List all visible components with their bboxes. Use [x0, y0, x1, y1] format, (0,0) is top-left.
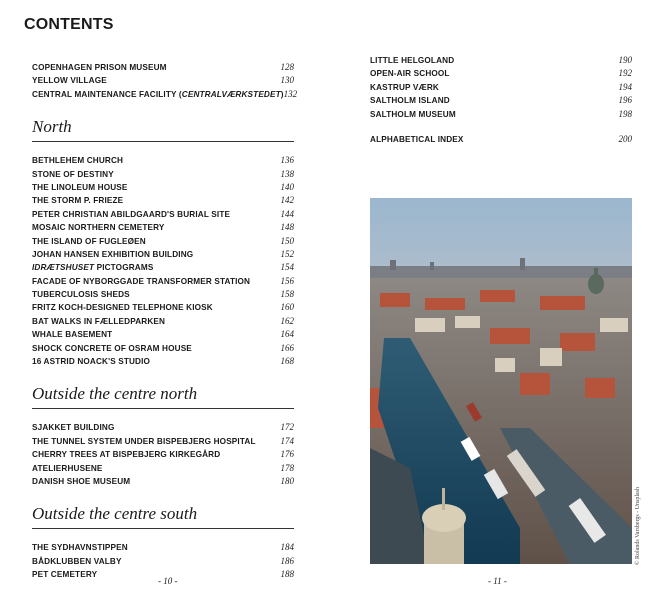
- toc-entry[interactable]: [32, 301, 294, 314]
- section-heading: North: [32, 117, 294, 142]
- toc-entry-page: 192: [618, 68, 632, 79]
- toc-entry[interactable]: [32, 448, 294, 461]
- toc-entry-title: TUBERCULOSIS SHEDS: [32, 290, 130, 300]
- toc-entry-page: 160: [280, 302, 294, 313]
- toc-entry[interactable]: [32, 248, 294, 261]
- toc-entry-title: BAT WALKS IN FÆLLEDPARKEN: [32, 316, 166, 326]
- toc-entry-title: SJAKKET BUILDING: [32, 423, 115, 433]
- toc-entry-title: THE LINOLEUM HOUSE: [32, 182, 128, 192]
- toc-entry-page: 128: [280, 62, 294, 72]
- toc-entry-title: LITTLE HELGOLAND: [370, 56, 455, 65]
- toc-entry[interactable]: [32, 154, 294, 167]
- toc-entry-title: MOSAIC NORTHERN CEMETERY: [32, 223, 165, 233]
- section-heading: Outside the centre south: [32, 504, 294, 529]
- toc-entry-page: 172: [280, 422, 294, 433]
- toc-entry[interactable]: [32, 61, 294, 74]
- toc-entry-title: BÅDKLUBBEN VALBY: [32, 556, 122, 566]
- toc-entry-page: 138: [280, 168, 294, 179]
- toc-entry[interactable]: [32, 342, 294, 355]
- toc-entry[interactable]: [32, 435, 294, 448]
- toc-entry-title: YELLOW VILLAGE: [32, 76, 107, 86]
- toc-title-italic: CENTRALVÆRKSTEDET: [181, 89, 281, 99]
- toc-entry-title: DANISH SHOE MUSEUM: [32, 476, 131, 486]
- toc-entry[interactable]: [370, 67, 632, 80]
- toc-entry-page: 150: [280, 235, 294, 246]
- toc-entry[interactable]: [32, 328, 294, 341]
- toc-entry-title: [32, 261, 153, 274]
- toc-entry-title: COPENHAGEN PRISON MUSEUM: [32, 63, 167, 72]
- contents-heading: CONTENTS: [24, 16, 114, 33]
- toc-entry-page: 168: [280, 356, 294, 367]
- toc-entry[interactable]: [32, 208, 294, 221]
- toc-entry[interactable]: [32, 462, 294, 475]
- toc-entry[interactable]: [32, 315, 294, 328]
- toc-entry-page: 186: [280, 555, 294, 566]
- toc-entry-page: 184: [280, 542, 294, 553]
- toc-entry-title: PETER CHRISTIAN ABILDGAARD'S BURIAL SITE: [32, 209, 231, 219]
- toc-entry-page: 152: [280, 248, 294, 259]
- toc-left-column: [32, 61, 298, 582]
- toc-entry-title: CHERRY TREES AT BISPEBJERG KIRKEGÅRD: [32, 450, 221, 460]
- toc-entry-page: 130: [280, 75, 294, 86]
- toc-entry[interactable]: [32, 475, 294, 488]
- toc-entry-title: SALTHOLM MUSEUM: [370, 109, 456, 119]
- photo-credit: © Rolands Varsbergs - Unsplash: [635, 487, 641, 565]
- toc-entry[interactable]: [32, 74, 294, 87]
- toc-entry[interactable]: [32, 194, 294, 207]
- toc-entry[interactable]: [32, 168, 294, 181]
- toc-entry-page: 174: [280, 435, 294, 446]
- toc-title-text: CENTRAL MAINTENANCE FACILITY (: [32, 89, 182, 99]
- toc-entry-page: 190: [618, 55, 632, 65]
- toc-entry-title: SHOCK CONCRETE OF OSRAM HOUSE: [32, 343, 192, 353]
- toc-entry-page: 140: [280, 181, 294, 192]
- toc-right-column: [370, 54, 632, 146]
- toc-entry-page: 196: [618, 95, 632, 106]
- toc-entry-title: THE SYDHAVNSTIPPEN: [32, 543, 128, 553]
- spacer: [32, 488, 294, 494]
- toc-entry-title: THE TUNNEL SYSTEM UNDER BISPEBJERG HOSPITAL: [32, 436, 256, 446]
- toc-entry-page: 162: [280, 315, 294, 326]
- toc-entry[interactable]: [32, 555, 294, 568]
- toc-entry[interactable]: [370, 94, 632, 107]
- toc-entry-page: 176: [280, 449, 294, 460]
- toc-entry-page: 188: [280, 569, 294, 580]
- toc-entry-page: 142: [280, 195, 294, 206]
- toc-entry[interactable]: [32, 235, 294, 248]
- toc-entry-page: 158: [280, 289, 294, 300]
- toc-title-italic: IDRÆTSHUSET: [32, 263, 95, 273]
- toc-entry-title: ALPHABETICAL INDEX: [370, 134, 464, 144]
- toc-entry-page: 136: [280, 155, 294, 166]
- toc-title-suffix: ): [280, 89, 284, 99]
- toc-entry-title: [32, 88, 284, 101]
- toc-entry[interactable]: [32, 355, 294, 368]
- spacer: [32, 101, 294, 107]
- spacer: [32, 368, 294, 374]
- folio-left: - 10 -: [158, 576, 178, 586]
- toc-entry[interactable]: [32, 275, 294, 288]
- toc-entry-page: 148: [280, 222, 294, 233]
- toc-entry[interactable]: [370, 108, 632, 121]
- toc-entry[interactable]: [32, 221, 294, 234]
- copenhagen-aerial-photo: [370, 198, 632, 564]
- toc-entry-title: THE ISLAND OF FUGLEØEN: [32, 236, 146, 246]
- toc-entry[interactable]: [32, 261, 294, 274]
- toc-entry-title: WHALE BASEMENT: [32, 330, 113, 340]
- toc-entry-title: PET CEMETERY: [32, 570, 98, 580]
- toc-right-entries: [370, 54, 632, 121]
- toc-entry[interactable]: [32, 541, 294, 554]
- toc-entry-index[interactable]: [370, 133, 632, 146]
- toc-entry-title: KASTRUP VÆRK: [370, 82, 439, 92]
- toc-entry-page: 180: [280, 475, 294, 486]
- toc-entry[interactable]: [32, 421, 294, 434]
- toc-entry-page: 164: [280, 329, 294, 340]
- toc-entry-title: 16 ASTRID NOACK'S STUDIO: [32, 357, 151, 367]
- toc-entry-title: BETHLEHEM CHURCH: [32, 156, 124, 166]
- photo-illustration: [370, 198, 632, 564]
- toc-entry-page: 178: [280, 462, 294, 473]
- toc-entry-title: FRITZ KOCH-DESIGNED TELEPHONE KIOSK: [32, 303, 213, 313]
- toc-entry-title: JOHAN HANSEN EXHIBITION BUILDING: [32, 249, 194, 259]
- folio-right: - 11 -: [488, 576, 507, 586]
- toc-entry-page: 156: [280, 275, 294, 286]
- section-heading: Outside the centre north: [32, 384, 294, 409]
- toc-title-suffix: PICTOGRAMS: [94, 263, 154, 273]
- toc-entry-title: STONE OF DESTINY: [32, 169, 114, 179]
- toc-entry[interactable]: [370, 54, 632, 67]
- toc-entry-page: 200: [618, 133, 632, 144]
- toc-entry[interactable]: [32, 181, 294, 194]
- toc-entry-page: 154: [280, 262, 294, 273]
- toc-entry[interactable]: [370, 81, 632, 94]
- toc-entry-page: 198: [618, 108, 632, 119]
- toc-entry-title: SALTHOLM ISLAND: [370, 96, 450, 106]
- toc-entry[interactable]: [32, 288, 294, 301]
- toc-entry-page: 194: [618, 81, 632, 92]
- spacer: [370, 121, 632, 133]
- toc-entry-title: ATELIERHUSENE: [32, 463, 103, 473]
- toc-entry-title: OPEN-AIR SCHOOL: [370, 69, 450, 79]
- toc-entry-page: 144: [280, 208, 294, 219]
- toc-entry-page: 166: [280, 342, 294, 353]
- toc-entry-title: THE STORM P. FRIEZE: [32, 196, 124, 206]
- toc-entry-title: FACADE OF NYBORGGADE TRANSFORMER STATION: [32, 276, 251, 286]
- toc-entry-page: 132: [283, 88, 298, 99]
- toc-entry[interactable]: [32, 88, 298, 101]
